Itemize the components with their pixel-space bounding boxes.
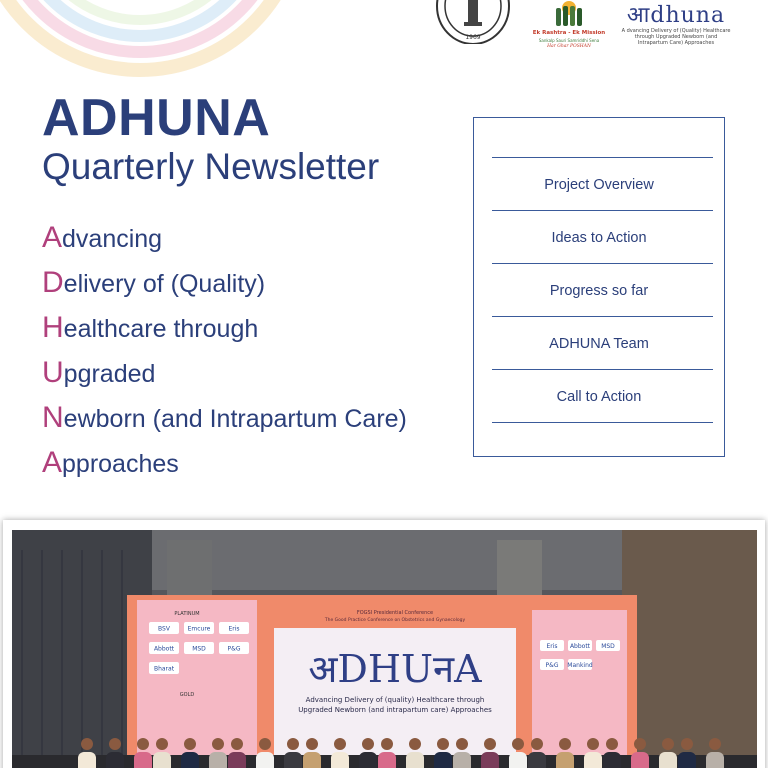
gold-label: GOLD — [179, 692, 195, 698]
svg-text:1969: 1969 — [465, 34, 481, 41]
sponsor-name: Bharat — [153, 665, 175, 673]
contents-divider — [492, 316, 713, 317]
platinum-label: PLATINUM — [174, 611, 200, 617]
sponsor-name: Eris — [546, 643, 558, 650]
sponsor-name: MSD — [601, 643, 615, 650]
banner-adhuna-mark: अDHUनA — [308, 647, 482, 691]
contents-divider — [492, 157, 713, 158]
person — [331, 752, 349, 768]
ek-rashtra-logo — [532, 0, 606, 50]
person — [453, 752, 471, 768]
mission-subtitle: Sankalp Sauri Samriddhi Sena — [538, 38, 600, 43]
person — [209, 752, 227, 768]
acronym-line — [42, 308, 407, 353]
event-photo-frame — [3, 520, 765, 768]
acronym-letter: D — [42, 266, 64, 299]
person — [434, 752, 452, 768]
person-head — [634, 738, 646, 750]
person — [359, 752, 377, 768]
acronym-letter: A — [42, 446, 63, 479]
person-head — [231, 738, 243, 750]
newsletter-subtitle: Quarterly Newsletter — [42, 146, 380, 187]
sponsor-name: P&G — [227, 645, 241, 653]
acronym-letter: A — [42, 221, 63, 254]
adhuna-logo-tagline: A dvancing Delivery of (Quality) Healthcare through Upgraded Newborn (and Intrapartum Care) Approaches — [621, 28, 731, 46]
person — [153, 752, 171, 768]
sponsor-name: BSV — [158, 625, 170, 633]
contents-link-progress[interactable]: Progress so far — [549, 283, 649, 299]
acronym-line — [42, 353, 407, 398]
sponsor-name: Abbott — [153, 645, 175, 653]
person-head — [512, 738, 524, 750]
newsletter-title: ADHUNA — [42, 89, 271, 147]
person-head — [531, 738, 543, 750]
person-head — [681, 738, 693, 750]
contents-divider — [492, 263, 713, 264]
person — [303, 752, 321, 768]
person-head — [587, 738, 599, 750]
person — [378, 752, 396, 768]
acronym-rest: elivery of (Quality) — [63, 270, 266, 298]
person-head — [484, 738, 496, 750]
person — [406, 752, 424, 768]
acronym-rest: pproaches — [62, 450, 179, 478]
event-photo — [12, 530, 757, 768]
person — [603, 752, 621, 768]
acronym-line — [42, 218, 407, 263]
acronym-rest: dvancing — [62, 225, 163, 253]
government-seal-icon — [434, 0, 512, 44]
acronym-rest: pgraded — [63, 360, 156, 388]
sponsor-name: Eris — [228, 625, 240, 633]
acronym-letter: U — [42, 356, 64, 389]
person-head — [156, 738, 168, 750]
acronym-list — [42, 218, 407, 488]
person — [284, 752, 302, 768]
person-head — [709, 738, 721, 750]
person-head — [109, 738, 121, 750]
person — [659, 752, 677, 768]
mission-slogan: Har Ghar POSHAN — [547, 44, 591, 49]
person — [528, 752, 546, 768]
contents-divider — [492, 422, 713, 423]
person — [631, 752, 649, 768]
sponsor-name: P&G — [545, 662, 559, 669]
person — [556, 752, 574, 768]
person-head — [287, 738, 299, 750]
adhuna-logo-mark: आdhuna — [626, 3, 726, 28]
contents-link-project-overview[interactable]: Project Overview — [544, 177, 654, 193]
person-head — [184, 738, 196, 750]
person — [509, 752, 527, 768]
contents-link-ideas-to-action[interactable]: Ideas to Action — [551, 230, 647, 246]
person-head — [81, 738, 93, 750]
person — [584, 752, 602, 768]
sponsor-name: Abbott — [569, 643, 591, 650]
person-head — [362, 738, 374, 750]
banner-top-line2: The Good Practice Conference on Obstetrics and Gynaecology — [324, 618, 466, 623]
person — [678, 752, 696, 768]
person — [228, 752, 246, 768]
person-head — [559, 738, 571, 750]
person-head — [334, 738, 346, 750]
person-head — [409, 738, 421, 750]
banner-tagline-line1: Advancing Delivery of (quality) Healthcare through — [305, 696, 485, 704]
person-head — [212, 738, 224, 750]
person — [256, 752, 274, 768]
acronym-letter: N — [42, 401, 64, 434]
sponsor-name: MSD — [192, 645, 206, 653]
acronym-line — [42, 263, 407, 308]
decorative-arcs — [0, 0, 320, 80]
sponsor-name: Emcure — [187, 625, 211, 633]
person — [481, 752, 499, 768]
ek-rashtra-ek-mission-icon — [532, 0, 606, 30]
contents-divider — [492, 210, 713, 211]
sponsor-name: Mankind — [567, 662, 593, 669]
person — [106, 752, 124, 768]
banner-tagline-line2: Upgraded Newborn (and intrapartum care) Approaches — [298, 706, 492, 714]
government-seal-logo — [434, 0, 512, 44]
person — [181, 752, 199, 768]
adhuna-logo — [620, 0, 732, 52]
person-head — [306, 738, 318, 750]
contents-link-call-to-action[interactable]: Call to Action — [556, 389, 642, 405]
person-head — [259, 738, 271, 750]
acronym-letter: H — [42, 311, 64, 344]
person — [706, 752, 724, 768]
acronym-rest: ealthcare through — [63, 315, 259, 343]
person — [134, 752, 152, 768]
banner-top-line1: FOGSI Presidential Conference — [356, 610, 434, 616]
person-head — [437, 738, 449, 750]
person — [78, 752, 96, 768]
person-head — [456, 738, 468, 750]
person-head — [662, 738, 674, 750]
contents-divider — [492, 369, 713, 370]
acronym-line — [42, 443, 407, 488]
event-photo-illustration — [12, 530, 757, 768]
contents-link-team[interactable]: ADHUNA Team — [549, 336, 649, 352]
person-head — [606, 738, 618, 750]
acronym-rest: ewborn (and Intrapartum Care) — [63, 405, 407, 433]
person-head — [137, 738, 149, 750]
acronym-line — [42, 398, 407, 443]
contents-box — [473, 117, 725, 457]
person-head — [381, 738, 393, 750]
mission-title: Ek Rashtra - Ek Mission — [532, 30, 606, 36]
